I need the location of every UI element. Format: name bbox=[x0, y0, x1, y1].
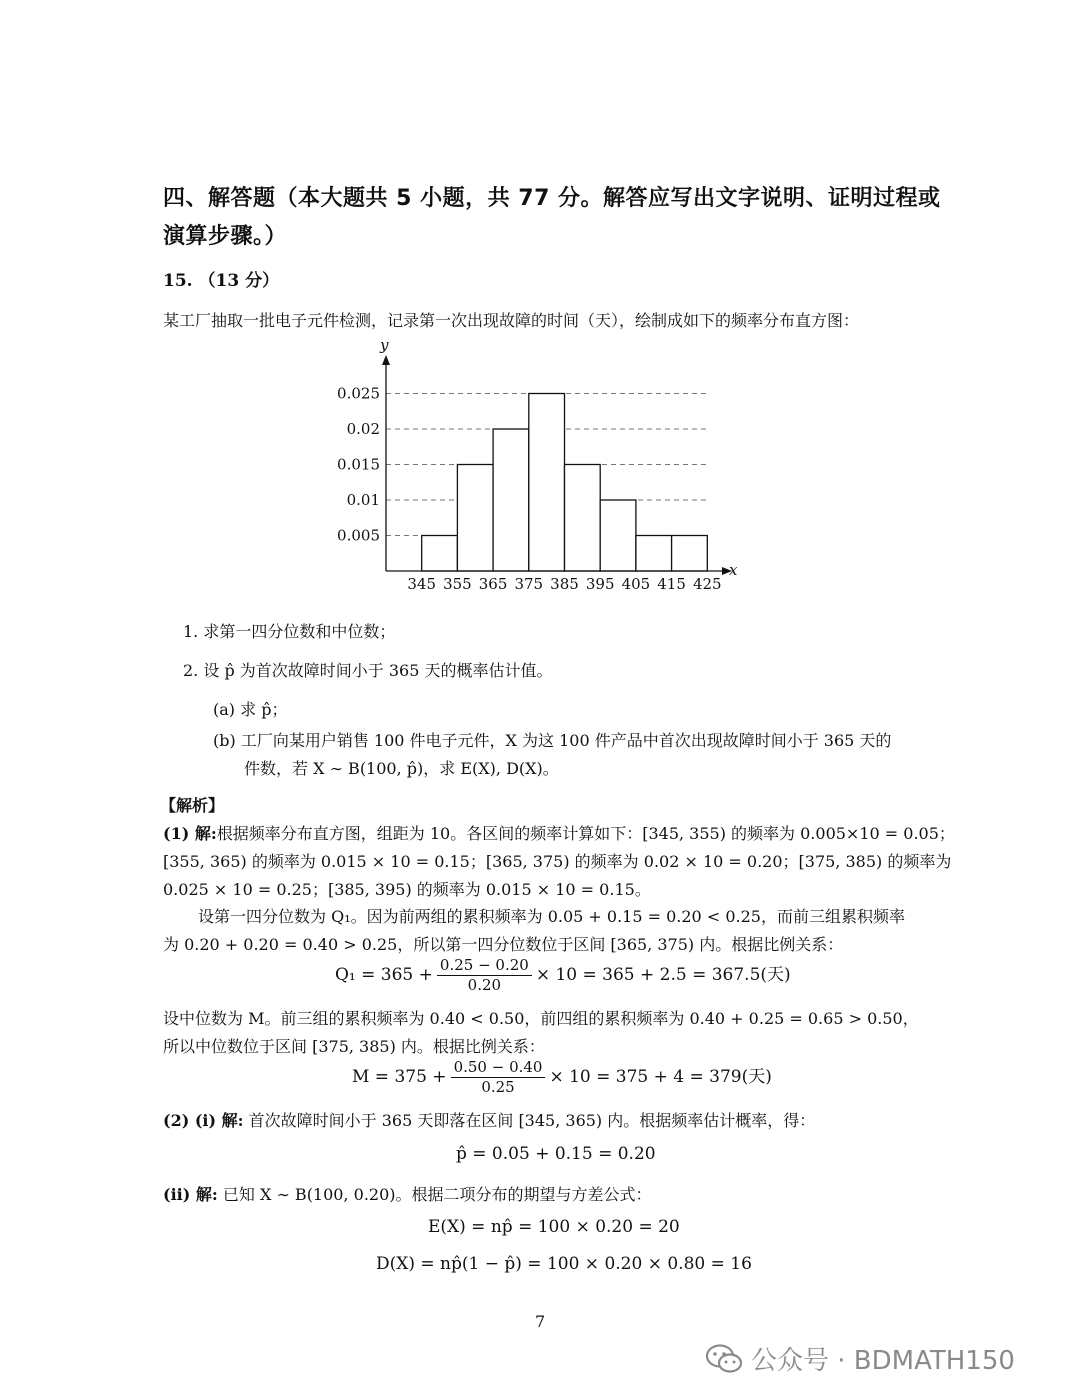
solution-2i-text: 首次故障时间小于 365 天即落在区间 [345, 365) 内。根据频率估计概率，得： bbox=[248, 1111, 816, 1130]
quartile-text-line2: 为 0.20 + 0.20 = 0.40 > 0.25，所以第一四分位数位于区间 [365, 375) 内。根据比例关系： bbox=[163, 935, 844, 954]
solution-1-text1: 根据频率分布直方图，组距为 10。各区间的频率计算如下：[345, 355) 的频率为 0.005×10 = 0.05； bbox=[216, 824, 955, 843]
formula-median-numerator: 0.50 − 0.40 bbox=[451, 1058, 546, 1078]
y-tick-label: 0.015 bbox=[337, 455, 380, 474]
solution-1-line3: 0.025 × 10 = 0.25；[385, 395) 的频率为 0.015 × 10 = 0.15。 bbox=[163, 880, 651, 899]
y-axis-arrow bbox=[382, 355, 390, 365]
formula-q1-left: Q₁ = 365 + bbox=[335, 965, 433, 985]
x-tick-label: 365 bbox=[478, 575, 508, 593]
histogram-bar bbox=[600, 500, 636, 571]
x-tick-label: 385 bbox=[550, 575, 579, 593]
watermark bbox=[705, 1340, 1015, 1377]
chart-bars bbox=[422, 394, 708, 572]
y-axis-label: y bbox=[380, 336, 389, 354]
section-title-line1: 四、解答题（本大题共 5 小题，共 77 分。解答应写出文字说明、证明过程或 bbox=[163, 186, 941, 211]
x-axis-label: x bbox=[729, 561, 738, 579]
x-tick-label: 405 bbox=[621, 575, 651, 593]
solution-2ii bbox=[163, 1182, 652, 1205]
histogram-bar bbox=[672, 536, 708, 572]
x-tick-label: 375 bbox=[514, 575, 544, 593]
formula-q1 bbox=[335, 956, 791, 995]
y-tick-label: 0.025 bbox=[337, 384, 380, 403]
x-tick-label: 395 bbox=[585, 575, 615, 593]
question-1: 1. 求第一四分位数和中位数； bbox=[183, 622, 396, 641]
formula-variance: D(X) = np̂(1 − p̂) = 100 × 0.20 × 0.80 = 16 bbox=[376, 1254, 752, 1274]
histogram-bar bbox=[457, 465, 493, 572]
question-2b-line2: 件数，若 X ∼ B(100, p̂)，求 E(X), D(X)。 bbox=[244, 759, 559, 778]
formula-median bbox=[352, 1058, 772, 1097]
histogram-bar bbox=[636, 536, 672, 572]
x-tick-label: 345 bbox=[407, 575, 437, 593]
x-tick-label: 415 bbox=[657, 575, 686, 593]
formula-q1-numerator: 0.25 − 0.20 bbox=[437, 956, 532, 976]
solution-2ii-label: (ii) 解: bbox=[163, 1185, 218, 1204]
y-tick-label: 0.02 bbox=[346, 420, 380, 438]
y-tick-label: 0.01 bbox=[346, 491, 380, 509]
formula-median-fraction bbox=[451, 1058, 546, 1097]
question-2a: (a) 求 p̂； bbox=[213, 700, 288, 719]
histogram-bar bbox=[422, 536, 458, 572]
y-tick-labels bbox=[337, 385, 380, 545]
y-tick-label: 0.005 bbox=[337, 526, 380, 545]
question-2: 2. 设 p̂ 为首次故障时间小于 365 天的概率估计值。 bbox=[183, 661, 553, 680]
histogram-bar bbox=[493, 429, 529, 571]
histogram-bar bbox=[565, 465, 601, 572]
formula-median-right: × 10 = 375 + 4 = 379(天) bbox=[549, 1067, 772, 1087]
problem-number: 15. （13 分） bbox=[163, 271, 280, 291]
solution-2i-label: (2) (i) 解: bbox=[163, 1111, 244, 1130]
median-text-line2: 所以中位数位于区间 [375, 385) 内。根据比例关系： bbox=[163, 1037, 545, 1056]
wechat-icon bbox=[705, 1343, 743, 1375]
analysis-title: 【解析】 bbox=[160, 796, 225, 815]
formula-q1-fraction bbox=[437, 956, 532, 995]
x-tick-label: 355 bbox=[443, 575, 472, 593]
page-number: 7 bbox=[535, 1312, 546, 1331]
watermark-text: 公众号 · BDMATH150 bbox=[751, 1346, 1015, 1376]
solution-1-label: (1) 解: bbox=[163, 824, 217, 843]
x-tick-labels bbox=[407, 575, 721, 593]
solution-2i bbox=[163, 1108, 815, 1131]
histogram-bar bbox=[529, 394, 565, 572]
formula-expectation: E(X) = np̂ = 100 × 0.20 = 20 bbox=[428, 1217, 680, 1237]
quartile-text-line1: 设第一四分位数为 Q₁。因为前两组的累积频率为 0.05 + 0.15 = 0.20 < 0.25，而前三组累积频率 bbox=[198, 907, 905, 926]
question-2b-line1: (b) 工厂向某用户销售 100 件电子元件，X 为这 100 件产品中首次出现故障时间小于 365 天的 bbox=[213, 731, 892, 750]
solution-2ii-text: 已知 X ∼ B(100, 0.20)。根据二项分布的期望与方差公式： bbox=[222, 1185, 652, 1204]
section-title-line2: 演算步骤。） bbox=[163, 224, 288, 249]
problem-intro: 某工厂抽取一批电子元件检测，记录第一次出现故障的时间（天），绘制成如下的频率分布直方图： bbox=[163, 311, 860, 330]
x-tick-label: 425 bbox=[692, 575, 722, 593]
formula-median-denominator: 0.25 bbox=[481, 1078, 515, 1096]
formula-q1-denominator: 0.20 bbox=[467, 976, 502, 994]
solution-1-line1 bbox=[163, 821, 955, 844]
solution-1-line2: [355, 365) 的频率为 0.015 × 10 = 0.15；[365, 375) 的频率为 0.02 × 10 = 0.20；[375, 385) 的频率为 bbox=[163, 852, 952, 871]
frequency-histogram bbox=[0, 0, 1080, 620]
formula-median-left: M = 375 + bbox=[352, 1067, 447, 1087]
median-text-line1: 设中位数为 M。前三组的累积频率为 0.40 < 0.50，前四组的累积频率为 0.40 + 0.25 = 0.65 > 0.50， bbox=[163, 1009, 919, 1028]
formula-q1-right: × 10 = 365 + 2.5 = 367.5(天) bbox=[535, 965, 791, 985]
formula-p-hat: p̂ = 0.05 + 0.15 = 0.20 bbox=[456, 1144, 656, 1164]
